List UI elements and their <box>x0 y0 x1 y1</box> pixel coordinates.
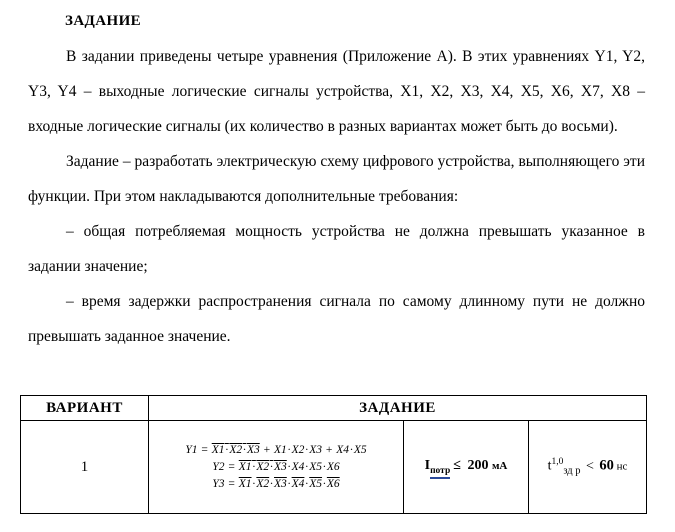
paragraph-task-statement: Задание – разработать электрическую схему цифрового устройства, выполняющего эти функции. При этом накладываются дополнительные требования: <box>28 153 645 205</box>
formula-variable: X4 <box>291 477 305 490</box>
formula-variable: X1 <box>211 443 225 456</box>
power-unit: мА <box>491 460 508 473</box>
power-symbol: I <box>424 458 431 474</box>
delay-unit: нс <box>613 460 628 473</box>
formula-variable: X5 <box>353 443 367 456</box>
formula-equals: = <box>225 477 238 490</box>
cell-delay-constraint <box>529 421 647 514</box>
formula-negated-group <box>256 476 269 493</box>
task-table <box>20 395 647 514</box>
formula-variable: X5 <box>309 460 323 473</box>
formula-operator: · <box>252 460 256 473</box>
formula-operator: · <box>269 460 274 473</box>
formula-negated-group <box>239 459 287 476</box>
formula-negated-group <box>239 476 252 493</box>
formula-operator: · <box>287 460 292 473</box>
delay-value: 60 <box>599 457 614 474</box>
formula-variable: X3 <box>309 443 323 456</box>
formula-variable: X2 <box>229 443 243 456</box>
formula-variable: X6 <box>326 477 340 490</box>
delay-superscript: 1,0 <box>551 457 564 468</box>
formula-variable: X1 <box>274 443 287 456</box>
formula-variable: X2 <box>256 460 270 473</box>
table-header-variant: ВАРИАНТ <box>21 396 149 421</box>
formula-variable: X4 <box>291 460 305 473</box>
formula-negated-group <box>274 476 287 493</box>
formula-operator: · <box>242 443 247 456</box>
formula-equals: = <box>198 443 211 456</box>
formula-label: Y2 <box>212 460 225 473</box>
formula-operator: · <box>287 443 292 456</box>
paragraph-requirement-power: – общая потребляемая мощность устройства не должна превышать указанное в задании значение; <box>28 223 645 275</box>
power-expression <box>404 458 528 476</box>
formula-variable: X3 <box>274 477 287 490</box>
delay-symbol: t <box>547 458 552 474</box>
formula-label: Y3 <box>212 477 225 490</box>
delay-expression <box>529 457 646 476</box>
table-header-task: ЗАДАНИЕ <box>149 396 647 421</box>
power-value: 200 <box>463 458 492 474</box>
formula-variable: X5 <box>309 477 323 490</box>
formula-operator: · <box>322 460 327 473</box>
formula-operator: · <box>349 443 354 456</box>
formula-operator: · <box>252 477 256 490</box>
formula-operator: · <box>322 477 327 490</box>
power-subscript: потр <box>430 466 450 479</box>
formula-negated-group <box>327 476 340 493</box>
formula-y3 <box>149 476 403 493</box>
formula-operator: · <box>225 443 229 456</box>
delay-relation: < <box>582 458 598 474</box>
formula-negated-group <box>309 476 322 493</box>
formula-operator: · <box>304 477 309 490</box>
formula-variable: X2 <box>291 443 305 456</box>
table-row <box>21 421 647 514</box>
formula-equals: = <box>225 460 238 473</box>
formula-y2 <box>149 459 403 476</box>
formula-variable: X3 <box>274 460 287 473</box>
paragraph-requirement-delay: – время задержки распространения сигнала по самому длинному пути не должно превышать заданное значение. <box>28 293 645 345</box>
formula-variable: X2 <box>256 477 270 490</box>
cell-variant-number: 1 <box>21 421 149 514</box>
formula-variable: X6 <box>326 460 340 473</box>
formula-operator: · <box>269 477 274 490</box>
delay-subscript: зд р <box>563 465 581 477</box>
formula-operator: + <box>323 443 336 456</box>
formula-operator: · <box>287 477 292 490</box>
formula-label: Y1 <box>185 443 198 456</box>
cell-power-constraint <box>404 421 529 514</box>
formula-operator: · <box>304 443 309 456</box>
formula-variable: X1 <box>238 477 252 490</box>
table-header-row <box>21 396 647 421</box>
formula-variable: X1 <box>238 460 252 473</box>
formula-variable: X3 <box>246 443 260 456</box>
page-title: ЗАДАНИЕ <box>65 13 142 29</box>
formula-operator: + <box>260 443 273 456</box>
formula-negated-group <box>292 476 305 493</box>
formula-y1 <box>149 442 403 459</box>
formula-operator: · <box>304 460 309 473</box>
formula-negated-group <box>212 442 260 459</box>
formula-variable: X4 <box>336 443 350 456</box>
power-relation: ≤ <box>453 458 461 474</box>
cell-formulas <box>149 421 404 514</box>
paragraph-intro: В задании приведены четыре уравнения (Приложение А). В этих уравнениях Y1, Y2, Y3, Y4 – выходные логические сигналы устройства, X1, X2, X3, X4, X5, X6, X7, X8 – входные логические сигналы (их количество в разных вариантах может быть до восьми). <box>28 48 645 135</box>
